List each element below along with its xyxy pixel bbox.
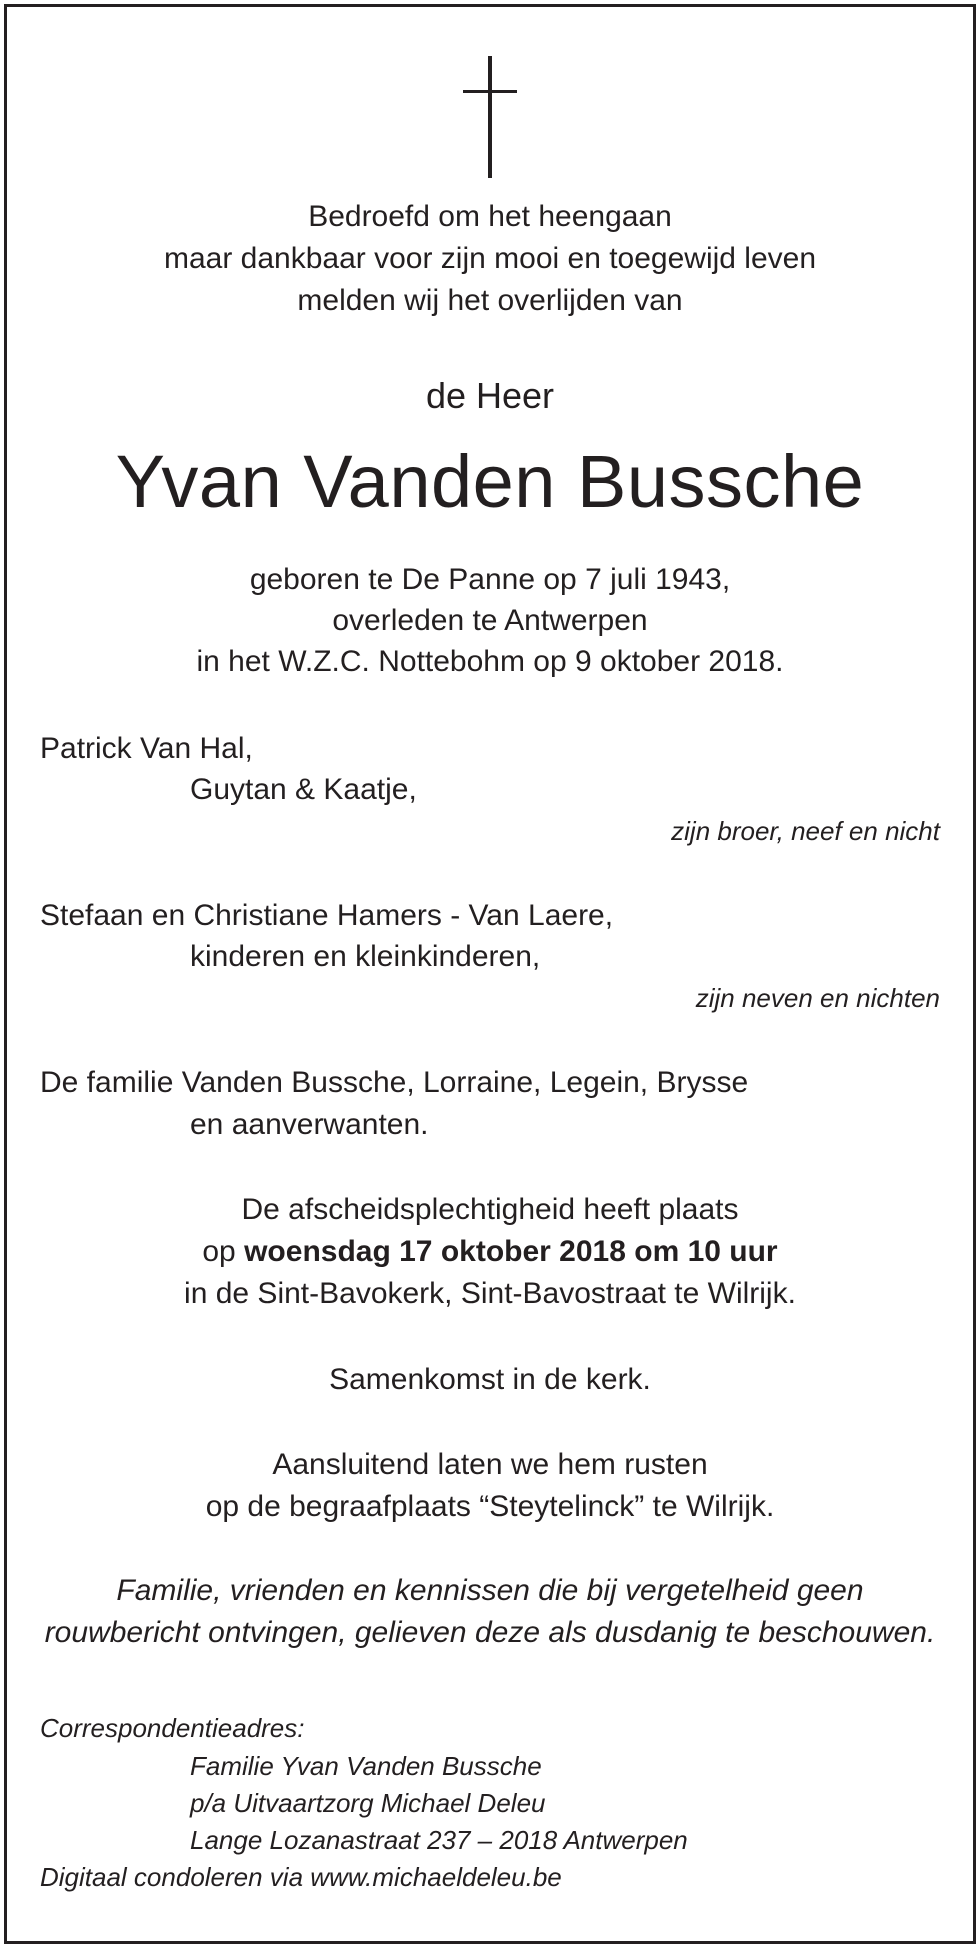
ceremony-line-1: De afscheidsplechtigheid heeft plaats <box>241 1193 739 1226</box>
deceased-name: Yvan Vanden Bussche <box>115 440 865 523</box>
notice-line-2: rouwbericht ontvingen, gelieven deze als dusdanig te beschouwen. <box>44 1616 936 1649</box>
correspondence-label: Correspondentieadres: <box>40 1713 305 1743</box>
death-line: overleden te Antwerpen <box>332 604 648 637</box>
intro-line-3: melden wij het overlijden van <box>297 284 683 317</box>
death-place-line: in het W.Z.C. Nottebohm op 9 oktober 2018. <box>196 645 784 678</box>
correspondence-line-3: Lange Lozanastraat 237 – 2018 Antwerpen <box>190 1825 688 1855</box>
notice-line-1: Familie, vrienden en kennissen die bij vergetelheid geen <box>116 1574 864 1607</box>
family-2-line-1: Stefaan en Christiane Hamers - Van Laere, <box>40 899 614 932</box>
family-2-line-2: kinderen en kleinkinderen, <box>190 940 541 973</box>
ceremony-location: in de Sint-Bavokerk, Sint-Bavostraat te Wilrijk. <box>184 1277 796 1310</box>
correspondence-line-2: p/a Uitvaartzorg Michael Deleu <box>190 1788 546 1818</box>
family-1-line-1: Patrick Van Hal, <box>40 732 253 765</box>
cross-icon <box>463 56 517 178</box>
family-1-relation: zijn broer, neef en nicht <box>671 816 940 846</box>
burial-line-2: op de begraafplaats “Steytelinck” te Wilrijk. <box>205 1490 775 1523</box>
family-3-line-2: en aanverwanten. <box>190 1108 429 1141</box>
correspondence-line-1: Familie Yvan Vanden Bussche <box>190 1751 542 1781</box>
intro-line-1: Bedroefd om het heengaan <box>308 200 672 233</box>
title-prefix: de Heer <box>425 375 555 416</box>
burial-line-1: Aansluitend laten we hem rusten <box>272 1448 708 1481</box>
family-2-relation: zijn neven en nichten <box>695 983 940 1013</box>
ceremony-line-2 <box>0 1231 980 1273</box>
family-3-line-1: De familie Vanden Bussche, Lorraine, Legein, Brysse <box>40 1066 749 1099</box>
gathering-line: Samenkomst in de kerk. <box>329 1363 651 1396</box>
family-1-line-2: Guytan & Kaatje, <box>190 773 417 806</box>
ceremony-date: woensdag 17 oktober 2018 om 10 uur <box>244 1235 778 1268</box>
birth-line: geboren te De Panne op 7 juli 1943, <box>249 563 731 596</box>
ceremony-prefix: op <box>202 1235 245 1268</box>
condolence-line: Digitaal condoleren via www.michaeldeleu.be <box>40 1862 562 1892</box>
intro-line-2: maar dankbaar voor zijn mooi en toegewijd leven <box>163 242 817 275</box>
